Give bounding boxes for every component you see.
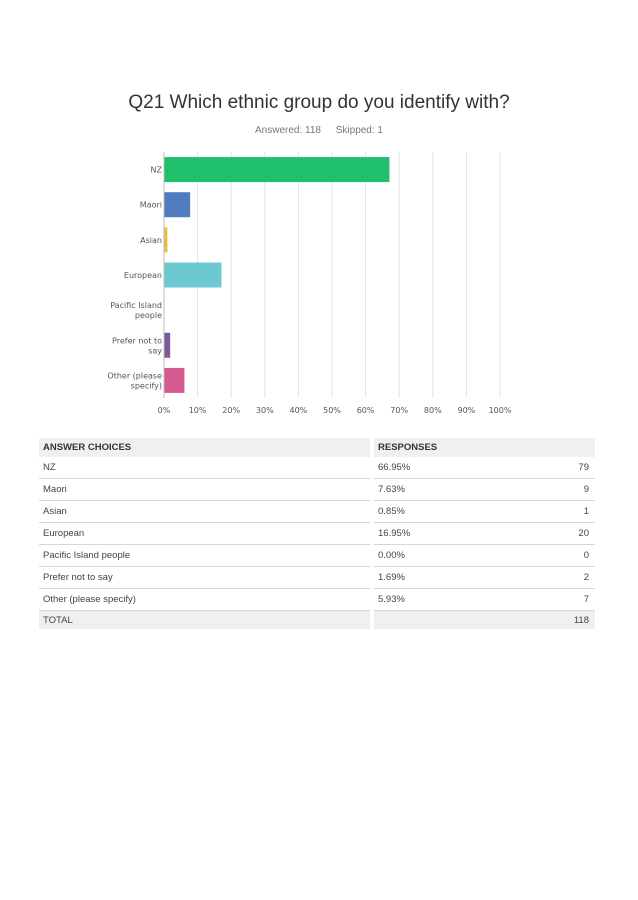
bar [165,333,171,358]
response-percent: 0.00% [374,545,547,567]
x-tick-label: 0% [157,406,171,415]
skipped-count: Skipped: 1 [335,125,383,136]
answer-choice: Asian [39,501,370,523]
bar [165,368,185,393]
x-tick-label: 50% [323,406,341,415]
answered-count: Answered: 118 [254,125,321,136]
response-percent: 16.95% [374,523,547,545]
response-percent: 7.63% [374,479,547,501]
response-count: 2 [547,567,595,589]
x-tick-label: 10% [188,406,207,415]
bar [165,192,191,217]
x-tick-label: 80% [423,406,442,415]
category-label: specify) [130,381,162,391]
category-label: people [134,311,162,321]
response-percent: 1.69% [374,567,547,589]
response-count: 7 [547,589,595,611]
category-label: Pacific Island [110,301,162,311]
bar-chart [0,0,638,430]
bar [165,157,390,182]
x-tick-label: 70% [390,406,409,415]
table-row [39,479,595,501]
answer-choice: Maori [39,479,370,501]
table-row [39,545,595,567]
table-header-row [39,438,595,457]
x-tick-label: 100% [488,406,512,415]
category-label: Prefer not to [112,336,162,346]
total-label: TOTAL [39,611,370,630]
header-count [547,438,595,457]
response-count: 9 [547,479,595,501]
category-label: Maori [139,200,162,210]
table-row [39,589,595,611]
x-tick-label: 40% [289,406,308,415]
question-title: Q21 Which ethnic group do you identify with? [128,92,510,113]
x-tick-label: 20% [222,406,241,415]
total-count: 118 [547,611,595,630]
total-row [39,611,595,630]
responses-table [39,438,595,629]
answer-choice: NZ [39,457,370,479]
category-label: Asian [140,235,162,245]
x-tick-label: 30% [255,406,274,415]
response-percent: 66.95% [374,457,547,479]
response-percent: 5.93% [374,589,547,611]
category-label: European [123,271,162,280]
header-responses: RESPONSES [374,438,547,457]
table-row [39,501,595,523]
bar [165,263,222,288]
answer-choice: Prefer not to say [39,567,370,589]
x-tick-label: 60% [356,406,375,415]
response-count: 0 [547,545,595,567]
table-row [39,523,595,545]
table-row [39,457,595,479]
category-label: Other (please [107,371,162,381]
response-count: 79 [547,457,595,479]
table-row [39,567,595,589]
response-count: 20 [547,523,595,545]
answer-choice: European [39,523,370,545]
response-count: 1 [547,501,595,523]
answer-choice: Pacific Island people [39,545,370,567]
x-tick-label: 90% [457,406,476,415]
category-label: say [148,346,162,356]
response-percent: 0.85% [374,501,547,523]
bar [165,227,168,252]
total-blank [374,611,547,630]
header-answer-choices: ANSWER CHOICES [39,438,370,457]
answer-choice: Other (please specify) [39,589,370,611]
category-label: NZ [150,165,162,175]
